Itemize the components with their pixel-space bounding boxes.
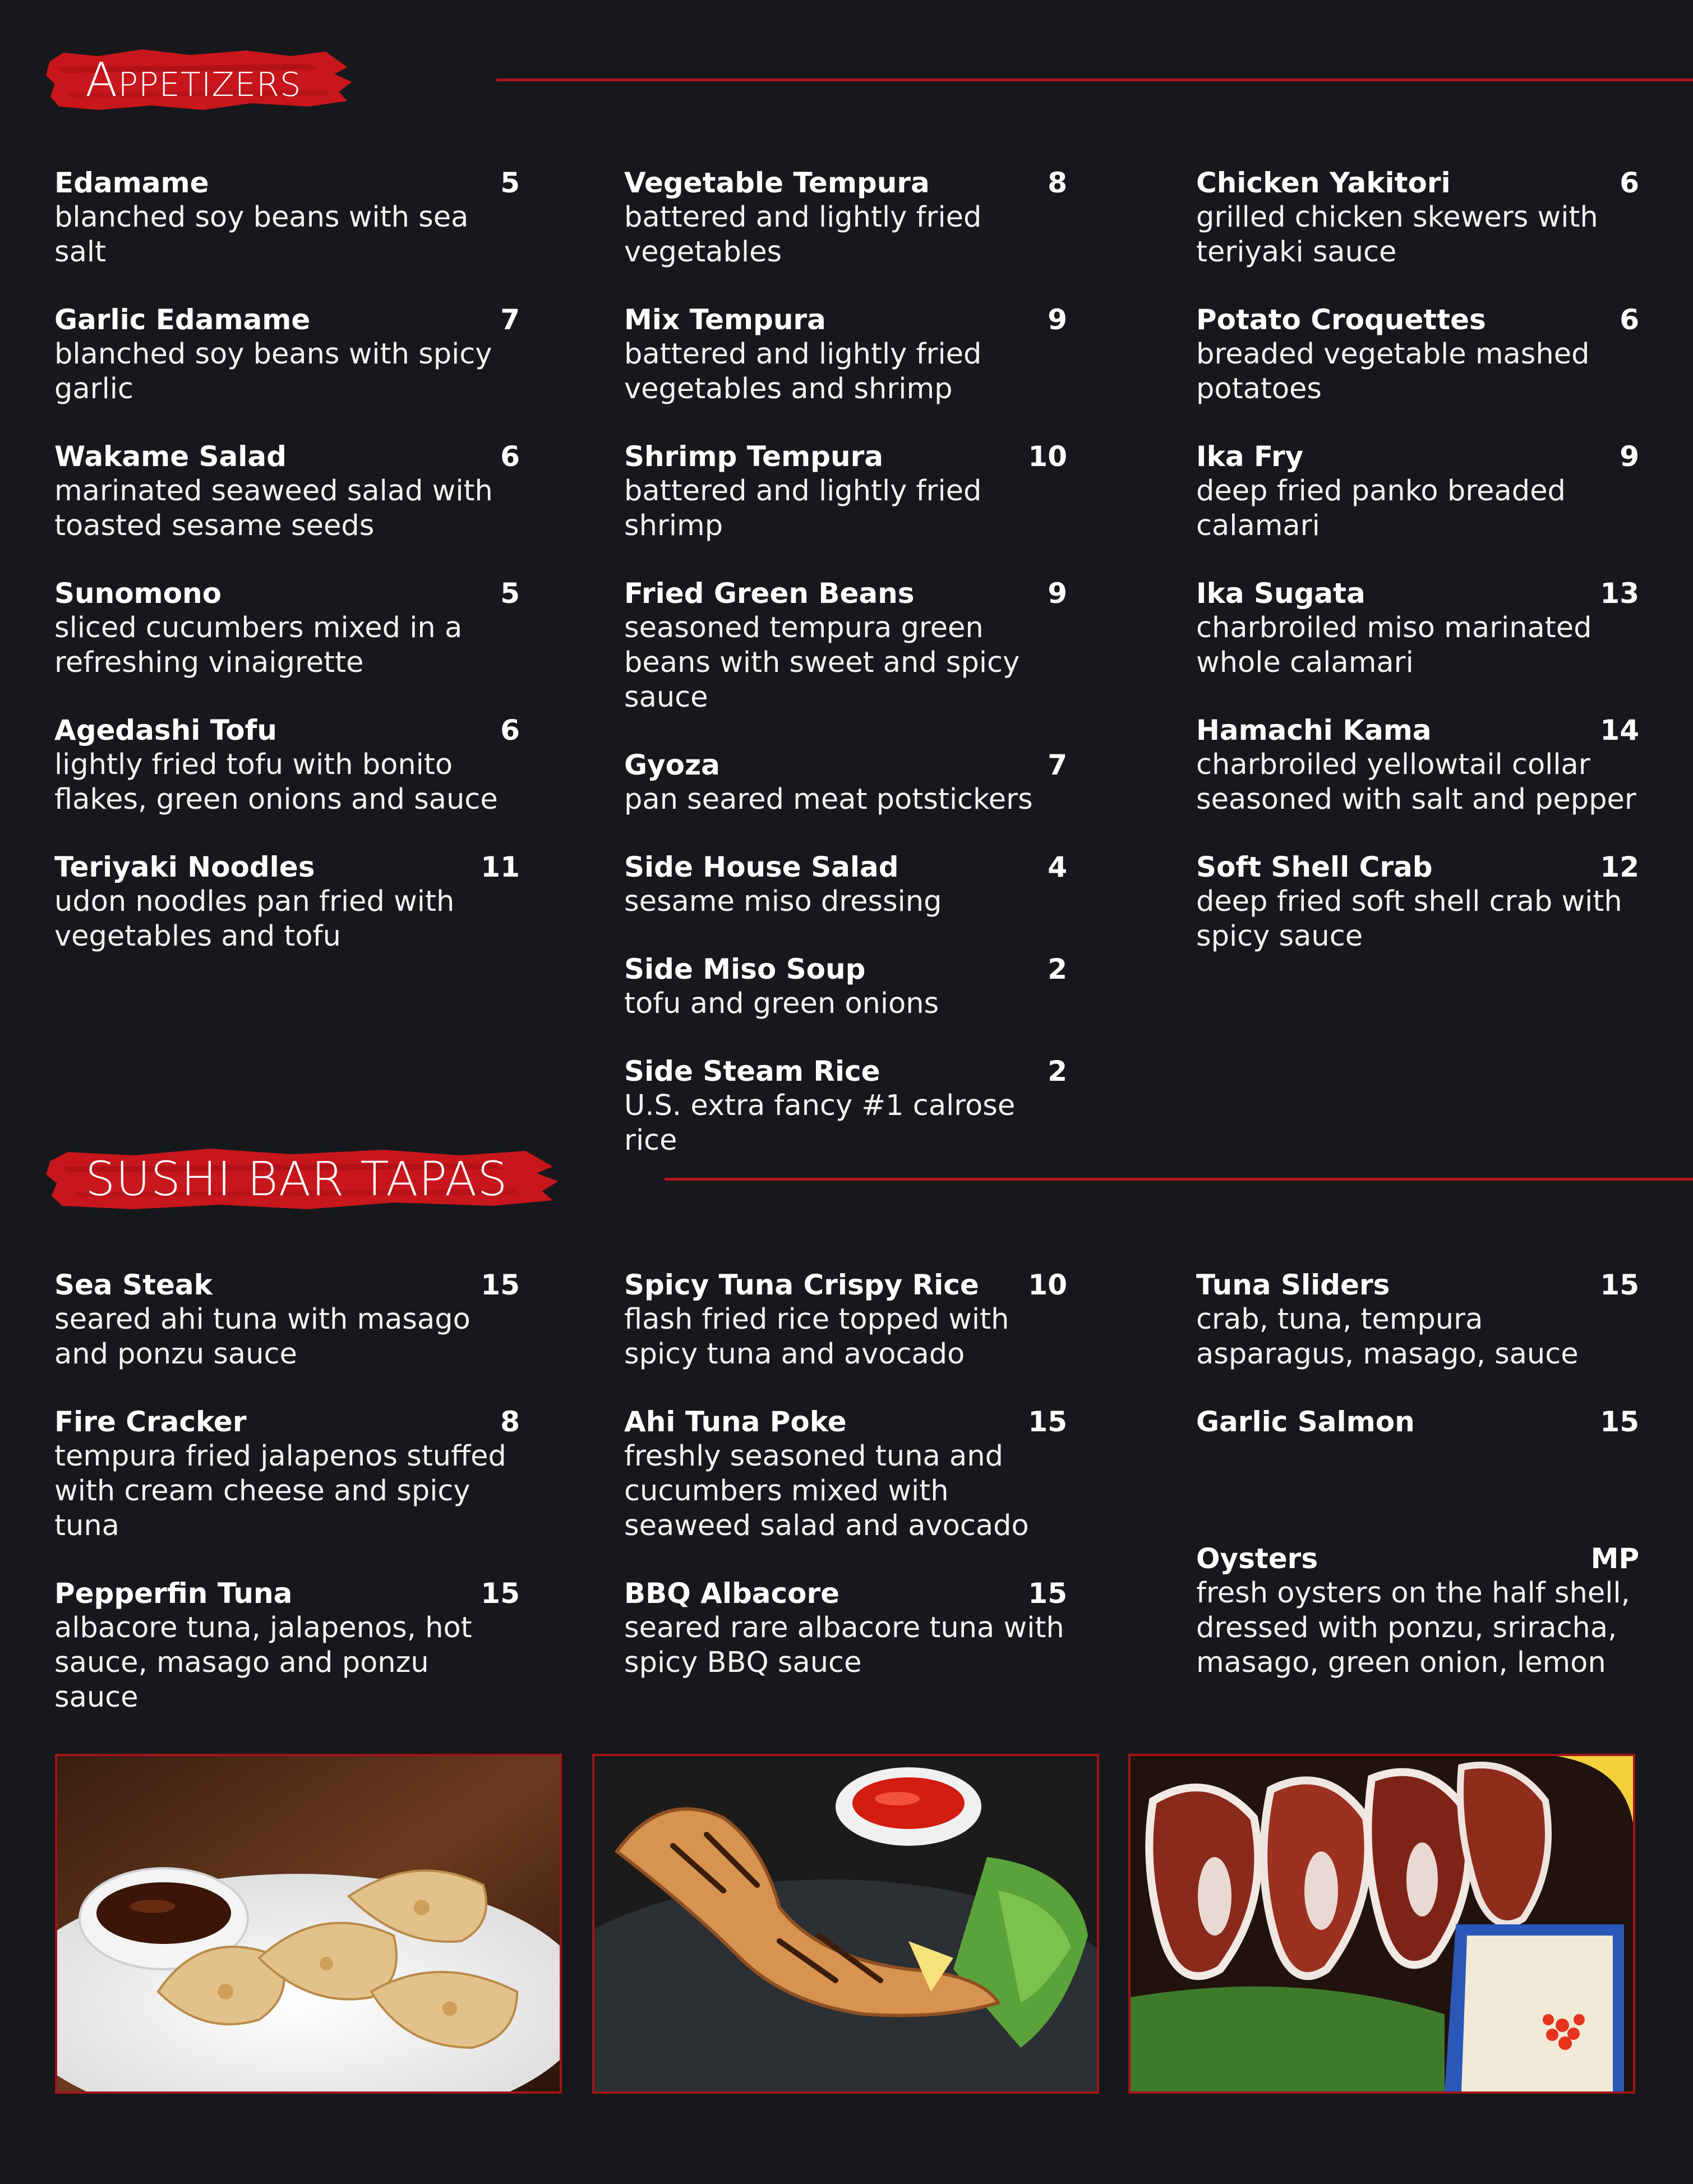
menu-item-name: Sunomono <box>54 577 222 610</box>
menu-item-name: Gyoza <box>624 749 720 781</box>
menu-item <box>54 1576 520 1715</box>
menu-item <box>624 302 1067 407</box>
gyoza-image <box>57 1756 560 2091</box>
menu-item-price: MP <box>1590 1542 1639 1575</box>
menu-item-name: Oysters <box>1196 1542 1318 1575</box>
menu-item-price: 11 <box>481 851 520 883</box>
menu-item-name: Fire Cracker <box>54 1406 247 1438</box>
menu-item-name: Side Steam Rice <box>624 1055 880 1088</box>
menu-item-name: Side House Salad <box>624 851 899 883</box>
menu-item <box>624 850 1067 919</box>
menu-item-name: Shrimp Tempura <box>624 440 883 473</box>
menu-item-description: sliced cucumbers mixed in a refreshing vinaigrette <box>54 611 463 679</box>
menu-item <box>1196 439 1639 543</box>
menu-item <box>624 439 1067 543</box>
menu-item-price: 13 <box>1600 577 1639 610</box>
menu-item-price: 8 <box>1048 167 1067 199</box>
menu-item-name: Soft Shell Crab <box>1196 851 1433 883</box>
menu-item <box>54 850 520 954</box>
menu-item-price: 2 <box>1048 953 1067 985</box>
menu-item-name: Hamachi Kama <box>1196 714 1432 747</box>
menu-item-description: charbroiled yellowtail collar seasoned with salt and pepper <box>1196 748 1636 816</box>
menu-item-price: 7 <box>1048 749 1067 781</box>
menu-item <box>1196 850 1639 954</box>
menu-item-price: 9 <box>1620 440 1639 473</box>
menu-item-description: udon noodles pan fried with vegetables and tofu <box>54 885 455 953</box>
menu-item-name: Ahi Tuna Poke <box>624 1406 847 1438</box>
menu-item-price: 12 <box>1600 851 1639 883</box>
menu-item-description: battered and lightly fried vegetables <box>624 201 982 269</box>
menu-item <box>54 302 520 407</box>
menu-item <box>1196 165 1639 270</box>
menu-item-price: 14 <box>1600 714 1639 747</box>
menu-item <box>54 1404 520 1543</box>
menu-item-description: seared ahi tuna with masago and ponzu sauce <box>54 1303 470 1371</box>
menu-item-name: Mix Tempura <box>624 303 826 336</box>
menu-item <box>54 713 520 817</box>
menu-item-name: Ika Fry <box>1196 440 1304 473</box>
menu-item-description: deep fried panko breaded calamari <box>1196 474 1566 542</box>
menu-item <box>624 1054 1067 1158</box>
menu-item <box>1196 1541 1639 1680</box>
menu-item-price: 9 <box>1048 577 1067 610</box>
menu-item-price: 15 <box>1028 1406 1067 1438</box>
menu-item-name: Spicy Tuna Crispy Rice <box>624 1269 979 1301</box>
hamachi-kama-photo <box>592 1754 1099 2094</box>
menu-item-price: 2 <box>1048 1055 1067 1088</box>
tapas-header <box>46 1144 559 1214</box>
tapas-column-3 <box>1196 1268 1639 1713</box>
menu-item <box>1196 576 1639 680</box>
menu-item-price: 9 <box>1048 303 1067 336</box>
menu-item-description: tofu and green onions <box>624 987 939 1020</box>
menu-item-description: flash fried rice topped with spicy tuna and avocado <box>624 1303 1009 1371</box>
menu-item <box>54 439 520 543</box>
menu-item-price: 7 <box>500 303 520 336</box>
menu-item <box>1196 1404 1639 1509</box>
menu-item-description: blanched soy beans with spicy garlic <box>54 338 492 406</box>
menu-item <box>624 576 1067 715</box>
menu-item-description: crab, tuna, tempura asparagus, masago, sauce <box>1196 1303 1579 1371</box>
appetizers-column-1 <box>54 165 520 987</box>
menu-item <box>1196 1268 1639 1372</box>
appetizers-header <box>46 45 352 114</box>
tapas-column-1 <box>54 1268 520 1748</box>
menu-item-description <box>1196 1439 1639 1509</box>
menu-item <box>1196 713 1639 817</box>
menu-item-description: battered and lightly fried vegetables and shrimp <box>624 338 982 406</box>
appetizers-title: Appetizers <box>85 52 302 107</box>
tapas-divider <box>665 1178 1693 1181</box>
menu-item-price: 15 <box>481 1577 520 1610</box>
menu-item-price: 15 <box>481 1269 520 1301</box>
menu-item-name: Chicken Yakitori <box>1196 167 1451 199</box>
menu-item-description: breaded vegetable mashed potatoes <box>1196 338 1590 406</box>
tapas-column-2 <box>624 1268 1067 1713</box>
menu-item <box>624 1404 1067 1543</box>
appetizers-brush-banner <box>46 45 352 114</box>
menu-item <box>624 748 1067 817</box>
ika-sugata-photo <box>1128 1754 1635 2094</box>
menu-item-name: Sea Steak <box>54 1269 213 1301</box>
menu-item <box>54 576 520 680</box>
menu-item-price: 15 <box>1600 1269 1639 1301</box>
menu-item-price: 6 <box>1620 167 1639 199</box>
menu-item-name: Teriyaki Noodles <box>54 851 315 883</box>
menu-item-name: Side Miso Soup <box>624 953 866 985</box>
tapas-brush-banner <box>46 1144 559 1214</box>
menu-item-price: 6 <box>500 440 520 473</box>
menu-item-description: seasoned tempura green beans with sweet and spicy sauce <box>624 611 1020 714</box>
appetizers-column-3 <box>1196 165 1639 987</box>
menu-item <box>624 1576 1067 1680</box>
menu-item-description: sesame miso dressing <box>624 885 942 918</box>
menu-item-description: seared rare albacore tuna with spicy BBQ sauce <box>624 1611 1064 1679</box>
menu-item-name: Edamame <box>54 167 209 199</box>
gyoza-photo <box>55 1754 562 2094</box>
menu-item-name: Agedashi Tofu <box>54 714 277 747</box>
menu-item-price: 4 <box>1048 851 1067 883</box>
menu-item-price: 15 <box>1600 1406 1639 1438</box>
menu-item-description: pan seared meat potstickers <box>624 783 1033 816</box>
menu-item-description: albacore tuna, jalapenos, hot sauce, masago and ponzu sauce <box>54 1611 472 1714</box>
menu-item <box>54 1268 520 1372</box>
menu-item <box>624 1268 1067 1372</box>
ika-sugata-image <box>1131 1756 1633 2091</box>
menu-item-name: Pepperfin Tuna <box>54 1577 293 1610</box>
menu-item-price: 15 <box>1028 1577 1067 1610</box>
menu-item-price: 10 <box>1028 1269 1067 1301</box>
menu-item-price: 6 <box>1620 303 1639 336</box>
menu-item <box>624 165 1067 270</box>
menu-item-description: lightly fried tofu with bonito flakes, green onions and sauce <box>54 748 498 816</box>
menu-item-price: 10 <box>1028 440 1067 473</box>
menu-item-description: charbroiled miso marinated whole calamari <box>1196 611 1592 679</box>
menu-item-description: deep fried soft shell crab with spicy sauce <box>1196 885 1622 953</box>
menu-item-description: marinated seaweed salad with toasted sesame seeds <box>54 474 493 542</box>
menu-item-name: Vegetable Tempura <box>624 167 930 199</box>
menu-item-description: U.S. extra fancy #1 calrose rice <box>624 1089 1016 1157</box>
appetizers-divider <box>496 79 1693 81</box>
menu-item-price: 6 <box>500 714 520 747</box>
menu-item-description: battered and lightly fried shrimp <box>624 474 982 542</box>
menu-item-name: Potato Croquettes <box>1196 303 1486 336</box>
menu-item-name: BBQ Albacore <box>624 1577 840 1610</box>
menu-item-description: tempura fried jalapenos stuffed with cream cheese and spicy tuna <box>54 1440 506 1542</box>
menu-item-price: 5 <box>500 577 520 610</box>
menu-item-description: blanched soy beans with sea salt <box>54 201 469 269</box>
menu-item-price: 5 <box>500 167 520 199</box>
hamachi-kama-image <box>594 1756 1097 2091</box>
menu-item-name: Garlic Salmon <box>1196 1406 1415 1438</box>
menu-item-description: freshly seasoned tuna and cucumbers mixed with seaweed salad and avocado <box>624 1440 1029 1542</box>
menu-item-price: 8 <box>500 1406 520 1438</box>
tapas-title: SUSHI BAR TAPAS <box>85 1151 508 1206</box>
appetizers-column-2 <box>624 165 1067 1191</box>
menu-item-description: fresh oysters on the half shell, dressed with ponzu, sriracha, masago, green onion, lemon <box>1196 1577 1630 1679</box>
menu-item-description: grilled chicken skewers with teriyaki sauce <box>1196 201 1598 269</box>
menu-item-name: Tuna Sliders <box>1196 1269 1390 1301</box>
menu-item-name: Garlic Edamame <box>54 303 311 336</box>
menu-item <box>54 165 520 270</box>
menu-item <box>624 952 1067 1021</box>
menu-item <box>1196 302 1639 407</box>
menu-item-name: Wakame Salad <box>54 440 287 473</box>
menu-item-name: Ika Sugata <box>1196 577 1366 610</box>
menu-item-name: Fried Green Beans <box>624 577 915 610</box>
